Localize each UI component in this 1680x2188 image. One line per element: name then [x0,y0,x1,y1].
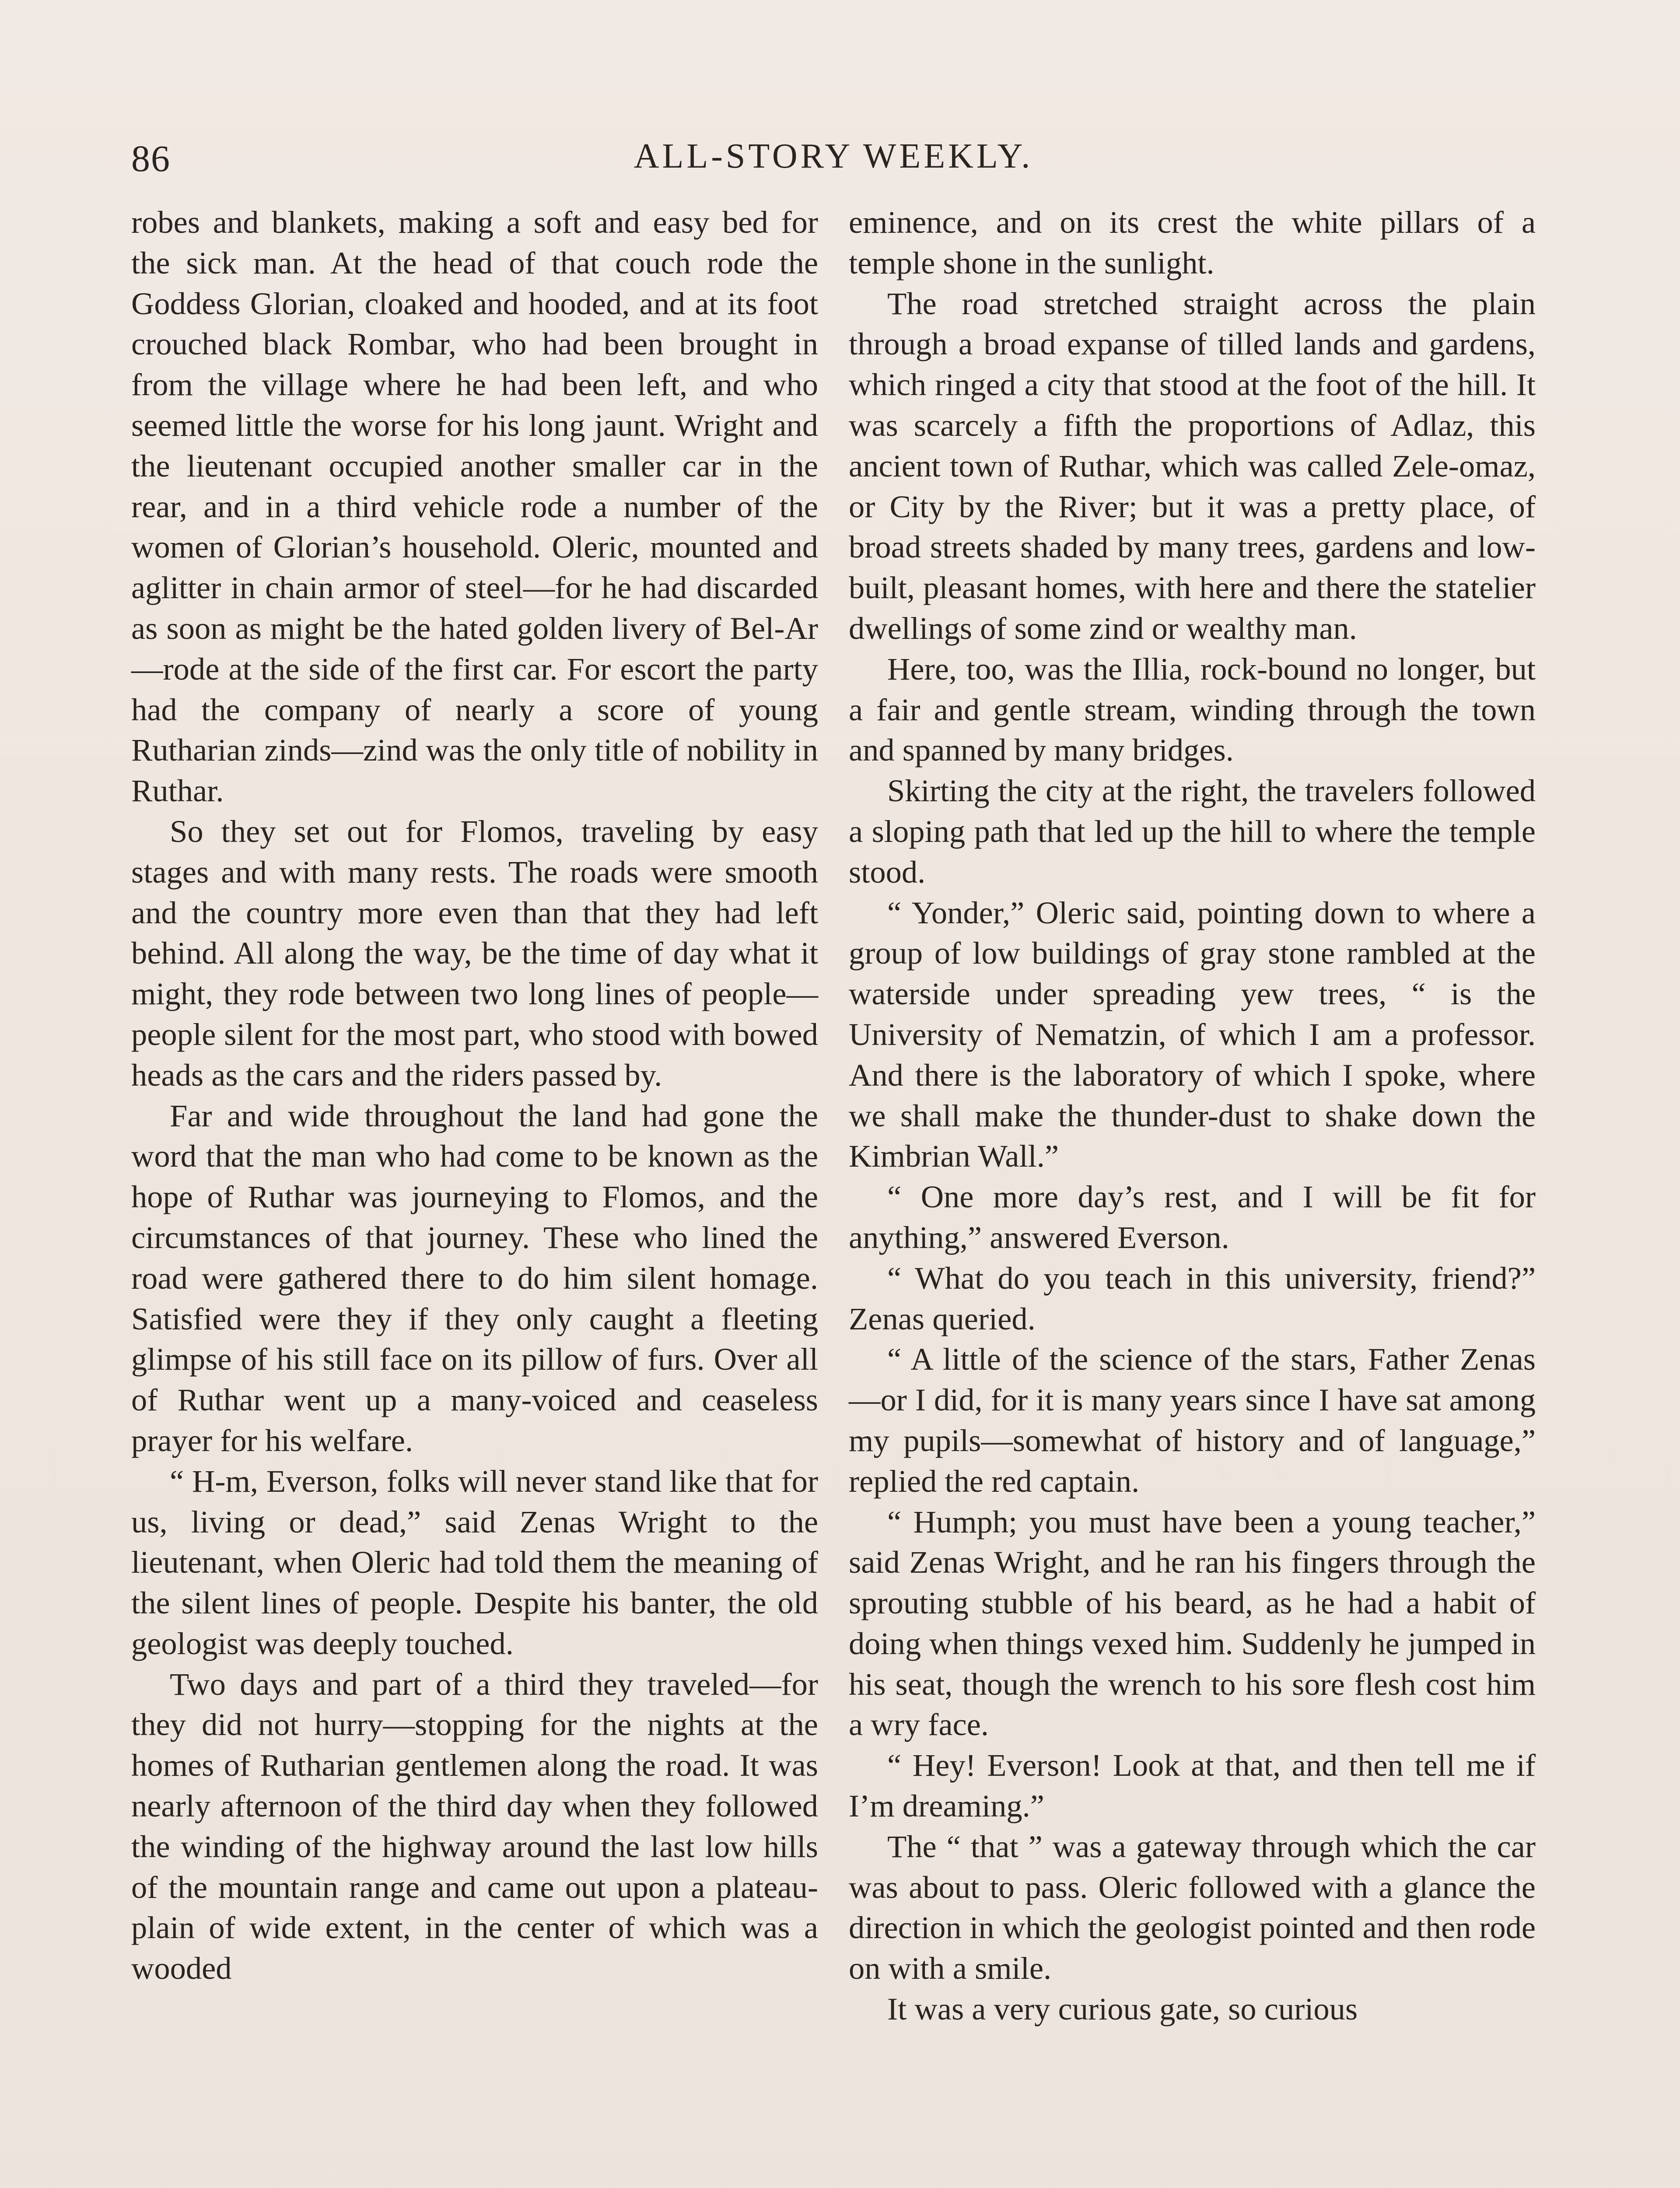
paragraph: eminence, and on its crest the white pillars of a temple shone in the sunlight. [849,204,1536,281]
paragraph: robes and blankets, making a soft and easy bed for the sick man. At the head of that couch rode the Goddess Glorian, cloaked and hooded, and at its foot crouched black Rombar, who had been brought in from the village where he had been left, and who seemed little the worse for his long jaunt. Wright and the lieutenant occupied another smaller car in the rear, and in a third vehicle rode a number of the women of Glorian’s household. Oleric, mounted and aglitter in chain armor of steel—for he had discarded as soon as might be the hated golden livery of Bel-Ar—rode at the side of the first car. For escort the party had the company of nearly a score of young Rutharian zinds—zind was the only title of nobility in Ruthar. [131,204,818,809]
paragraph: “ Humph; you must have been a young teacher,” said Zenas Wright, and he ran his fingers through the sprouting stubble of his beard, as he had a habit of doing when things vexed him. Suddenly he jumped in his seat, though the wrench to his sore flesh cost him a wry face. [849,1504,1536,1743]
paragraph: “ Yonder,” Oleric said, pointing down to where a group of low buildings of gray stone rambled at the waterside under spreading yew trees, “ is the University of Nematzin, of which I am a professor. And there is the laboratory of which I spoke, where we shall make the thunder-dust to shake down the Kimbrian Wall.” [849,894,1536,1174]
paragraph: It was a very curious gate, so curious [887,1991,1358,2027]
left-column [131,202,818,1989]
paragraph: “ What do you teach in this university, friend?” Zenas queried. [849,1260,1536,1336]
paragraph: “ Hey! Everson! Look at that, and then tell me if I’m dreaming.” [849,1747,1536,1824]
paragraph: “ H-m, Everson, folks will never stand like that for us, living or dead,” said Zenas Wright to the lieutenant, when Oleric had told them the meaning of the silent lines of people. Despite his banter, the old geologist was deeply touched. [131,1463,818,1661]
paragraph: Two days and part of a third they traveled—for they did not hurry—stopping for the nights at the homes of Rutharian gentlemen along the road. It was nearly afternoon of the third day when they followed the winding of the highway around the last low hills of the mountain range and came out upon a plateau-plain of wide extent, in the center of which was a wooded [131,1666,818,1986]
paragraph: Here, too, was the Illia, rock-bound no longer, but a fair and gentle stream, winding through the town and spanned by many bridges. [849,651,1536,768]
page-number: 86 [131,137,171,179]
running-head: ALL-STORY WEEKLY. [634,137,1033,175]
paragraph: Skirting the city at the right, the travelers followed a sloping path that led up the hill to where the temple stood. [849,773,1536,890]
page-header [131,131,1536,188]
paragraph: The “ that ” was a gateway through which the car was about to pass. Oleric followed with a glance the direction in which the geologist pointed and then rode on with a smile. [849,1828,1536,1986]
paragraph: “ One more day’s rest, and I will be fit for anything,” answered Everson. [849,1179,1536,1255]
paragraph: “ A little of the science of the stars, Father Zenas—or I did, for it is many years since I have sat among my pupils—somewhat of history and of language,” replied the red captain. [849,1341,1536,1499]
paragraph: So they set out for Flomos, traveling by easy stages and with many rests. The roads were smooth and the country more even than that they had left behind. All along the way, be the time of day what it might, they rode between two long lines of people—people silent for the most part, who stood with bowed heads as the cars and the riders passed by. [131,813,818,1093]
paragraph: Far and wide throughout the land had gone the word that the man who had come to be known as the hope of Ruthar was journeying to Flomos, and the circumstances of that journey. These who lined the road were gathered there to do him silent homage. Satisfied were they if they only caught a fleeting glimpse of his still face on its pillow of furs. Over all of Ruthar went up a many-voiced and ceaseless prayer for his welfare. [131,1098,818,1458]
paragraph: The road stretched straight across the plain through a broad expanse of tilled lands and gardens, which ringed a city that stood at the foot of the hill. It was scarcely a fifth the proportions of Adlaz, this ancient town of Ruthar, which was called Zele-omaz, or City by the River; but it was a pretty place, of broad streets shaded by many trees, gardens and low-built, pleasant homes, with here and there the statelier dwellings of some zind or wealthy man. [849,285,1536,646]
right-column [849,202,1536,2030]
